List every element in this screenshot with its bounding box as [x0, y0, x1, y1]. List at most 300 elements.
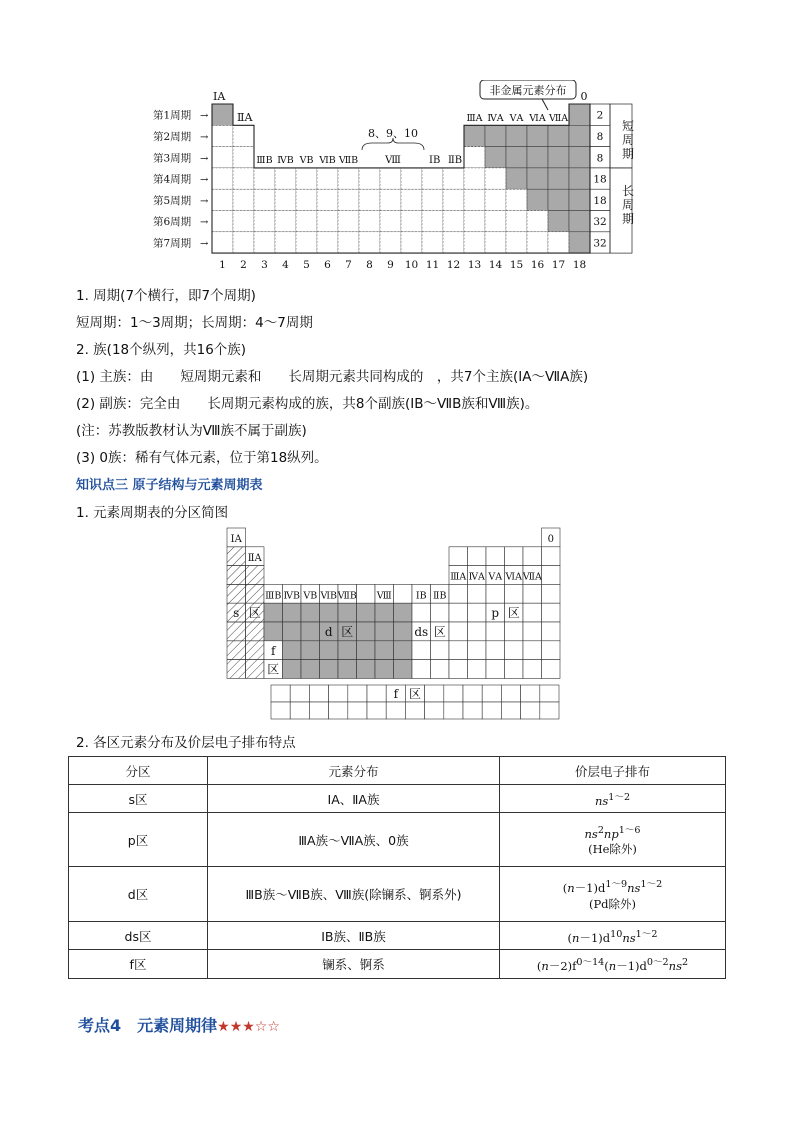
element-cell: [548, 232, 569, 253]
element-cell: [506, 189, 527, 210]
group-a-label: ⅢA: [466, 113, 483, 124]
column-number: 2: [240, 259, 247, 271]
group-a-label: ⅣA: [487, 113, 504, 124]
period-count: 18: [593, 173, 607, 186]
f-zone-qu-main: 区: [267, 662, 280, 677]
element-cell: [506, 232, 527, 253]
column-number: 16: [530, 259, 545, 271]
column-number: 7: [345, 259, 352, 271]
callout-pointer: [542, 99, 548, 110]
zone-cell: [486, 641, 505, 660]
zone-cell: [357, 660, 376, 679]
element-cell: [212, 147, 233, 168]
zone-cell: [227, 547, 246, 566]
zone-cell: [542, 660, 561, 679]
period-label: 第3周期: [153, 152, 192, 165]
f-block-cell: [367, 702, 386, 719]
zone-cell: s区: [69, 785, 208, 813]
zone-cell: [449, 660, 468, 679]
f-block-cell: [309, 702, 328, 719]
line-zone-diagram: 1. 元素周期表的分区简图: [76, 505, 229, 521]
zone-cell: [505, 641, 524, 660]
d-zone-label: d: [324, 625, 333, 639]
zone-cell: [394, 584, 413, 603]
element-cell: [527, 211, 548, 232]
element-cell: [212, 189, 233, 210]
element-cell: [506, 168, 527, 189]
arrow-glyph: →: [200, 131, 209, 143]
group-a-label: ⅤA: [509, 113, 524, 124]
column-number: 14: [488, 259, 503, 271]
group-0-label: 0: [547, 534, 554, 545]
zone-cell: [246, 660, 265, 679]
zone-cell: p区: [69, 813, 208, 867]
f-block-cell: [540, 685, 559, 702]
element-cell: [401, 232, 422, 253]
group-a-labels: [466, 113, 568, 124]
element-cell: [233, 232, 254, 253]
element-cell: [275, 211, 296, 232]
f-block-cell: [271, 685, 290, 702]
element-cell: [422, 168, 443, 189]
f-block-cell: [521, 702, 540, 719]
element-cell: [464, 211, 485, 232]
line-sub-group: (2) 副族：完全由 长周期元素构成的族，共8个副族(ⅠB～ⅦB族和Ⅷ族)。: [76, 396, 539, 412]
s-zone-label: s: [233, 606, 240, 621]
zone-cell: [486, 660, 505, 679]
group-a-label: ⅦA: [548, 113, 569, 124]
element-cell: [464, 125, 485, 146]
element-cell: [296, 232, 317, 253]
f-zone-label-main: f: [271, 643, 276, 658]
element-cell: [527, 147, 548, 168]
element-cell: [233, 168, 254, 189]
f-block-cell: [386, 702, 405, 719]
element-cell: [296, 189, 317, 210]
f-block-cell: [501, 702, 520, 719]
element-cell: [359, 189, 380, 210]
s-zone-qu: 区: [248, 606, 261, 621]
table-row: [69, 950, 726, 979]
element-cell: [569, 147, 590, 168]
group-ib-label: ⅠB: [415, 590, 427, 602]
period-label: 第1周期: [153, 109, 192, 122]
element-cell: [485, 125, 506, 146]
zone-cell: [542, 547, 561, 566]
zone-cell: [227, 584, 246, 603]
f-block-cell: [521, 685, 540, 702]
zone-cell: [505, 584, 524, 603]
period-count: 2: [596, 109, 604, 122]
group-b-label: ⅦB: [338, 155, 359, 166]
conf-note: (He除外): [588, 841, 637, 856]
group-b-label: ⅤB: [303, 590, 318, 602]
column-number: 5: [303, 259, 310, 271]
element-cell: [464, 189, 485, 210]
zone-cell: [449, 641, 468, 660]
element-cell: [233, 147, 254, 168]
d-zone-qu: 区: [341, 625, 354, 639]
element-cell: [548, 125, 569, 146]
group-a-label: ⅤA: [488, 571, 503, 583]
element-cell: [506, 211, 527, 232]
period-count: 8: [596, 152, 604, 165]
element-cell: [548, 147, 569, 168]
column-number: 9: [387, 259, 394, 271]
period-label: 第7周期: [153, 237, 192, 250]
zone-cell: [227, 641, 246, 660]
f-block-cell: [463, 685, 482, 702]
zone-cell: [301, 641, 320, 660]
zone-cell: [468, 622, 487, 641]
f-block-cell: [540, 702, 559, 719]
element-cell: [338, 211, 359, 232]
dist-cell: ⅠB族、ⅡB族: [208, 922, 500, 950]
arrow-glyph: →: [200, 110, 209, 122]
conf-cell: $(n-1)d^{1\sim 9}ns^{1\sim 2}$ (Pd除外): [500, 867, 726, 922]
column-number: 12: [446, 259, 461, 271]
f-block-cell: [271, 702, 290, 719]
group-b-label: ⅥB: [320, 590, 338, 602]
column-number: 1: [219, 259, 226, 271]
element-cell: [569, 211, 590, 232]
column-number: 17: [551, 259, 566, 271]
zone-cell: [523, 584, 542, 603]
zone-cell: [542, 622, 561, 641]
zone-cell: [523, 547, 542, 566]
group-b-label: ⅦB: [337, 590, 357, 602]
section-heading: 知识点三 原子结构与元素周期表: [76, 478, 263, 493]
zone-cell: [505, 622, 524, 641]
element-cell: [317, 168, 338, 189]
zone-cell: [338, 603, 357, 622]
group-b-label: ⅢB: [256, 155, 273, 166]
period-counts: [593, 110, 606, 250]
zone-cell: [523, 622, 542, 641]
zone-cell: [227, 566, 246, 585]
column-number: 11: [425, 259, 440, 271]
dist-cell: ⅠA、ⅡA族: [208, 785, 500, 813]
line-zone-table-heading: 2. 各区元素分布及价层电子排布特点: [76, 735, 296, 751]
period-label: 第6周期: [153, 216, 192, 229]
column-number: 15: [509, 259, 524, 271]
zone-cell: [505, 660, 524, 679]
zone-cell: [283, 641, 302, 660]
element-cell: [212, 211, 233, 232]
zone-cell: [394, 641, 413, 660]
f-block-qu: 区: [408, 687, 422, 701]
element-cell: [359, 168, 380, 189]
group-8-label: Ⅷ: [385, 155, 401, 166]
p-zone-qu: 区: [507, 606, 520, 621]
zone-cell: [542, 641, 561, 660]
short-period-label: 短周期: [621, 119, 635, 161]
element-cell: [485, 211, 506, 232]
zone-cell: [542, 603, 561, 622]
line-zero-group: (3) 0族：稀有气体元素，位于第18纵列。: [76, 450, 328, 466]
group-8-label: Ⅷ: [376, 590, 392, 602]
element-cell: [527, 168, 548, 189]
element-cell: [485, 232, 506, 253]
zone-cell: [375, 641, 394, 660]
element-cell: [359, 232, 380, 253]
zone-cell: [412, 641, 431, 660]
zone-cell: [468, 584, 487, 603]
element-cell: [527, 189, 548, 210]
zone-cell: [283, 660, 302, 679]
zone-cell: [486, 547, 505, 566]
arrow-glyph: →: [200, 174, 209, 186]
zone-cell: [542, 566, 561, 585]
f-block-cell: [425, 685, 444, 702]
element-cell: [296, 211, 317, 232]
zone-cell: [486, 584, 505, 603]
ds-zone-qu: 区: [433, 625, 446, 639]
zone-cell: [523, 603, 542, 622]
f-block-cell: [444, 702, 463, 719]
zone-cell: [505, 547, 524, 566]
element-cell: [212, 168, 233, 189]
f-block-cell: [348, 702, 367, 719]
group-2-label: ⅡA: [247, 552, 262, 564]
period-count: 32: [593, 237, 607, 250]
difficulty-stars: ★★★☆☆: [217, 1019, 280, 1035]
zone-cell: [375, 603, 394, 622]
group-b-label: ⅤB: [299, 155, 314, 166]
element-cell: [548, 211, 569, 232]
zone-cell: [357, 641, 376, 660]
zone-cell: [468, 641, 487, 660]
element-cell: [443, 232, 464, 253]
dist-cell: 镧系、锕系: [208, 950, 500, 979]
element-cell: [443, 168, 464, 189]
element-cell: [380, 232, 401, 253]
line-period-heading: 1. 周期(7个横行，即7个周期): [76, 288, 256, 304]
element-cell: [464, 147, 485, 168]
f-block-cell: [405, 702, 424, 719]
element-cell: [569, 189, 590, 210]
group-a-label: ⅣA: [468, 571, 485, 583]
table-row: [69, 867, 726, 922]
table-row: [69, 813, 726, 867]
line-short-long: 短周期：1～3周期；长周期：4～7周期: [76, 315, 313, 331]
footer-heading: [78, 1013, 280, 1036]
periodic-table-diagram: [140, 80, 660, 275]
element-cell: [464, 232, 485, 253]
group-b-label: ⅥB: [319, 155, 336, 166]
table-row: [69, 922, 726, 950]
f-block-cell: [482, 685, 501, 702]
zone-cell: [449, 584, 468, 603]
element-cell: [422, 232, 443, 253]
zone-cell: [542, 584, 561, 603]
zone-cell: [449, 547, 468, 566]
element-cell: [380, 168, 401, 189]
element-cell: [338, 168, 359, 189]
element-cell: [212, 104, 233, 125]
element-cell: [317, 189, 338, 210]
column-number: 8: [366, 259, 373, 271]
element-cell: [422, 211, 443, 232]
zone-cell: f区: [69, 950, 208, 979]
element-cell: [296, 168, 317, 189]
group-b-label: ⅣB: [277, 155, 294, 166]
zone-cell: [468, 603, 487, 622]
conf-cell: $(n-1)d^{10}ns^{1\sim 2}$: [500, 922, 726, 950]
element-cell: [233, 189, 254, 210]
period-count: 8: [596, 130, 604, 143]
zone-cell: [357, 584, 376, 603]
zone-cell: [468, 660, 487, 679]
ds-zone-label: ds: [414, 625, 429, 639]
column-number: 13: [467, 259, 482, 271]
zone-cell: [320, 660, 339, 679]
group-a-label: ⅦA: [522, 571, 542, 583]
element-cell: [317, 232, 338, 253]
conf-cell: $ns^2np^{1\sim 6}$ (He除外): [500, 813, 726, 867]
f-block-cell: [309, 685, 328, 702]
element-cell: [254, 168, 275, 189]
element-cell: [233, 125, 254, 146]
f-block-cell: [348, 685, 367, 702]
zone-cell: [449, 622, 468, 641]
table-header: 价层电子排布: [500, 757, 726, 785]
p-zone-label: p: [491, 606, 500, 621]
group-b-label: ⅢB: [265, 590, 282, 602]
element-cell: [548, 189, 569, 210]
f-block-cell: [290, 685, 309, 702]
zone-cell: [338, 641, 357, 660]
element-cell: [275, 232, 296, 253]
element-cell: [212, 125, 233, 146]
column-number: 6: [324, 259, 331, 271]
f-block-cell: [444, 685, 463, 702]
f-block-cell: [367, 685, 386, 702]
period-labels: [153, 109, 209, 250]
element-cell: [443, 189, 464, 210]
group-ib-label: ⅠB: [429, 155, 441, 166]
zone-cell: [375, 660, 394, 679]
dist-cell: ⅢA族～ⅦA族、0族: [208, 813, 500, 867]
element-cell: [212, 232, 233, 253]
f-block-cell: [463, 702, 482, 719]
conf-note: (Pd除外): [588, 896, 637, 911]
element-cell: [506, 147, 527, 168]
conf-cell: $(n-2)f^{0\sim 14}(n-1)d^{0\sim 2}ns^2$: [500, 950, 726, 979]
zone-cell: [412, 660, 431, 679]
f-block-label: f: [393, 687, 399, 701]
group-iib-label: ⅡB: [433, 590, 447, 602]
group-a-label: ⅢA: [450, 571, 467, 583]
f-block-cell: [425, 702, 444, 719]
period-label: 第4周期: [153, 173, 192, 186]
zone-cell: [301, 660, 320, 679]
long-period-label: 长周期: [621, 184, 635, 226]
column-number: 3: [261, 259, 268, 271]
element-cell: [443, 211, 464, 232]
element-cell: [401, 189, 422, 210]
element-cell: [380, 189, 401, 210]
zone-cell: [431, 603, 450, 622]
element-cell: [254, 189, 275, 210]
element-cell: [359, 211, 380, 232]
nonmetal-callout: 非金属元素分布: [489, 84, 567, 97]
zone-cell: [283, 603, 302, 622]
zone-cell: [246, 584, 265, 603]
zone-cell: [523, 660, 542, 679]
f-block-cell: [329, 702, 348, 719]
zone-cell: [301, 603, 320, 622]
element-cell: [254, 232, 275, 253]
line-main-group: (1) 主族：由 短周期元素和 长周期元素共同构成的 ，共7个主族(ⅠA～ⅦA族): [76, 369, 589, 385]
zone-cell: [375, 622, 394, 641]
zone-cell: [227, 660, 246, 679]
element-cell: [569, 104, 590, 125]
element-cell: [569, 232, 590, 253]
zone-cell: [246, 566, 265, 585]
zone-table: [68, 756, 726, 979]
f-block-cell: [482, 702, 501, 719]
element-cell: [338, 232, 359, 253]
table-header: 分区: [69, 757, 208, 785]
zone-cell: [301, 622, 320, 641]
element-cell: [401, 168, 422, 189]
zone-cell: [449, 603, 468, 622]
element-cell: [401, 211, 422, 232]
zone-cell: [431, 641, 450, 660]
arrow-glyph: →: [200, 238, 209, 250]
group-8-cols-label: 8、9、10: [368, 127, 418, 140]
group-b-label: ⅣB: [283, 590, 300, 602]
element-cell: [317, 211, 338, 232]
group-2-label: ⅡA: [237, 111, 253, 124]
group-iib-label: ⅡB: [448, 155, 463, 166]
zone-cell: [264, 603, 283, 622]
element-cell: [338, 189, 359, 210]
column-number: 4: [282, 259, 289, 271]
zone-cell: [338, 660, 357, 679]
f-block-cell: [290, 702, 309, 719]
element-cell: [275, 168, 296, 189]
zone-cell: [283, 622, 302, 641]
zone-cell: [227, 622, 246, 641]
group-1-label: ⅠA: [213, 90, 226, 103]
table-header-row: [69, 757, 726, 785]
column-number: 18: [572, 259, 587, 271]
element-cell: [506, 125, 527, 146]
zone-cell: [431, 660, 450, 679]
element-cell: [569, 168, 590, 189]
period-label: 第5周期: [153, 194, 192, 207]
element-cell: [569, 125, 590, 146]
element-cell: [485, 189, 506, 210]
element-cell: [527, 125, 548, 146]
zone-cell: [394, 660, 413, 679]
block-zone-diagram: [220, 522, 570, 724]
zone-cell: [246, 641, 265, 660]
zone-cell: d区: [69, 867, 208, 922]
f-block-cell: [329, 685, 348, 702]
column-numbers: [219, 259, 586, 271]
group-a-label: ⅥA: [529, 113, 546, 124]
zone-cell: [394, 603, 413, 622]
zone-cell: [320, 641, 339, 660]
column-number: 10: [404, 259, 419, 271]
zone-cell: [264, 622, 283, 641]
arrow-glyph: →: [200, 195, 209, 207]
zone-cell: [486, 622, 505, 641]
group-b-labels: [256, 155, 358, 166]
